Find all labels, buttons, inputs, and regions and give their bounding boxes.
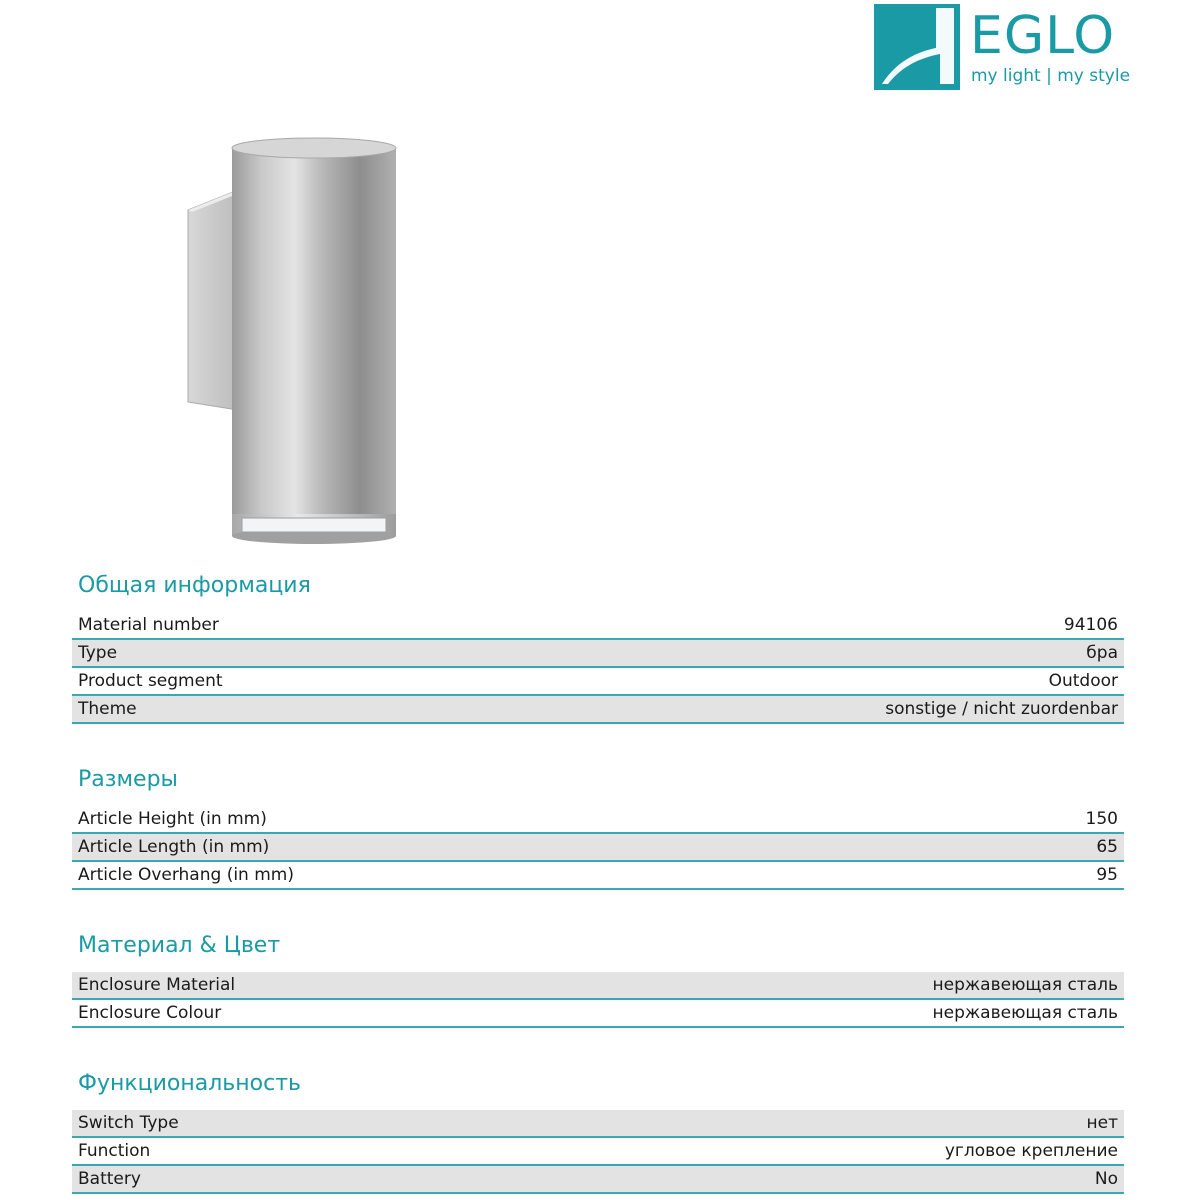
table-functionality — [72, 1110, 1124, 1194]
section-title-general: Общая информация — [78, 573, 311, 598]
row-label: Enclosure Colour — [78, 1003, 222, 1023]
eglo-logo — [874, 4, 1134, 94]
product-image — [180, 130, 410, 550]
row-value: угловое крепление — [944, 1141, 1118, 1161]
table-row — [72, 668, 1124, 696]
eglo-logo-icon — [874, 4, 960, 90]
section-title-functionality: Функциональность — [78, 1071, 301, 1096]
table-row — [72, 640, 1124, 668]
table-row — [72, 834, 1124, 862]
table-row — [72, 862, 1124, 890]
row-value: нержавеющая сталь — [932, 1003, 1118, 1023]
row-label: Article Height (in mm) — [78, 809, 267, 829]
row-label: Article Overhang (in mm) — [78, 865, 294, 885]
table-general — [72, 612, 1124, 724]
row-value: 150 — [1085, 809, 1118, 829]
table-row — [72, 1138, 1124, 1166]
row-value: sonstige / nicht zuordenbar — [885, 699, 1118, 719]
row-label: Article Length (in mm) — [78, 837, 270, 857]
row-label: Theme — [78, 699, 137, 719]
brand-tagline: my light | my style — [971, 66, 1131, 86]
table-row — [72, 806, 1124, 834]
row-value: 94106 — [1063, 615, 1118, 635]
row-label: Enclosure Material — [78, 975, 236, 995]
table-row — [72, 1166, 1124, 1194]
table-row — [72, 696, 1124, 724]
brand-name: EGLO — [970, 6, 1116, 66]
row-value: 65 — [1096, 837, 1118, 857]
row-label: Product segment — [78, 671, 223, 691]
section-title-material: Материал & Цвет — [78, 933, 281, 958]
row-label: Material number — [78, 615, 219, 635]
table-row — [72, 1000, 1124, 1028]
row-value: 95 — [1096, 865, 1118, 885]
row-value: No — [1094, 1169, 1118, 1189]
table-row — [72, 612, 1124, 640]
table-row — [72, 1110, 1124, 1138]
row-value: нет — [1086, 1113, 1118, 1133]
row-value: Outdoor — [1048, 671, 1118, 691]
table-row — [72, 972, 1124, 1000]
row-label: Switch Type — [78, 1113, 179, 1133]
row-label: Function — [78, 1141, 151, 1161]
row-label: Type — [78, 643, 118, 663]
row-value: бра — [1086, 643, 1118, 663]
table-dimensions — [72, 806, 1124, 890]
row-value: нержавеющая сталь — [932, 975, 1118, 995]
table-material — [72, 972, 1124, 1028]
row-label: Battery — [78, 1169, 141, 1189]
section-title-dimensions: Размеры — [78, 767, 178, 792]
